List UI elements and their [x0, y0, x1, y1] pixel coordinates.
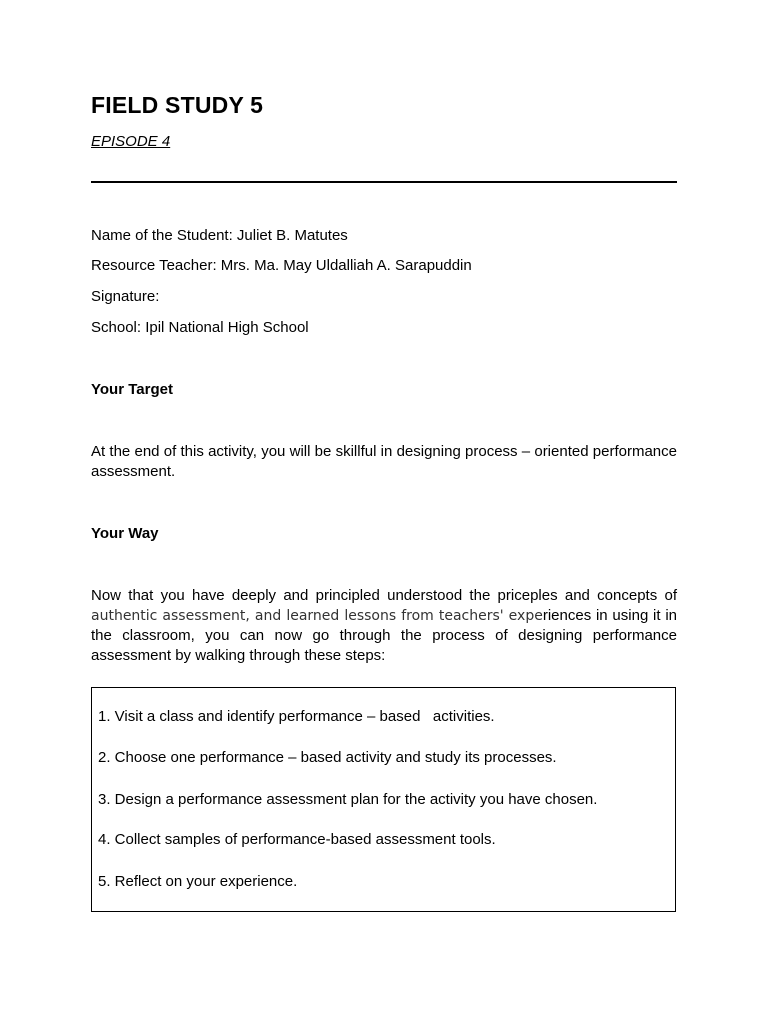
- your-target-heading: Your Target: [91, 381, 173, 398]
- your-way-text-part3: riences in using it in the classroom, you can now go through the process of designing performance assessment by walking through these steps:: [91, 607, 678, 664]
- your-way-text-part2: authentic assessment, and learned lessons from teachers' expe: [91, 608, 543, 624]
- step-item-5: 5. Reflect on your experience.: [98, 873, 298, 890]
- signature-line: Signature:: [91, 288, 160, 305]
- document-title: FIELD STUDY 5: [91, 92, 264, 118]
- steps-box: [91, 687, 676, 912]
- horizontal-rule: [91, 181, 677, 183]
- step-item-4: 4. Collect samples of performance-based assessment tools.: [98, 831, 496, 848]
- step-item-2: 2. Choose one performance – based activity and study its processes.: [98, 749, 557, 766]
- student-name-line: Name of the Student: Juliet B. Matutes: [91, 227, 348, 244]
- your-way-heading: Your Way: [91, 525, 159, 542]
- school-line: School: Ipil National High School: [91, 319, 309, 336]
- your-way-text-part1: Now that you have deeply and principled understood the priceples and concepts of: [91, 587, 677, 604]
- step-item-3: 3. Design a performance assessment plan for the activity you have chosen.: [98, 791, 598, 808]
- your-target-paragraph: At the end of this activity, you will be skillful in designing process – oriented performance assessment.: [91, 443, 677, 480]
- resource-teacher-line: Resource Teacher: Mrs. Ma. May Uldalliah A. Sarapuddin: [91, 257, 472, 274]
- your-way-paragraph: [91, 586, 677, 666]
- episode-label: EPISODE 4: [91, 133, 171, 150]
- step-item-1: 1. Visit a class and identify performance – based activities.: [98, 708, 495, 725]
